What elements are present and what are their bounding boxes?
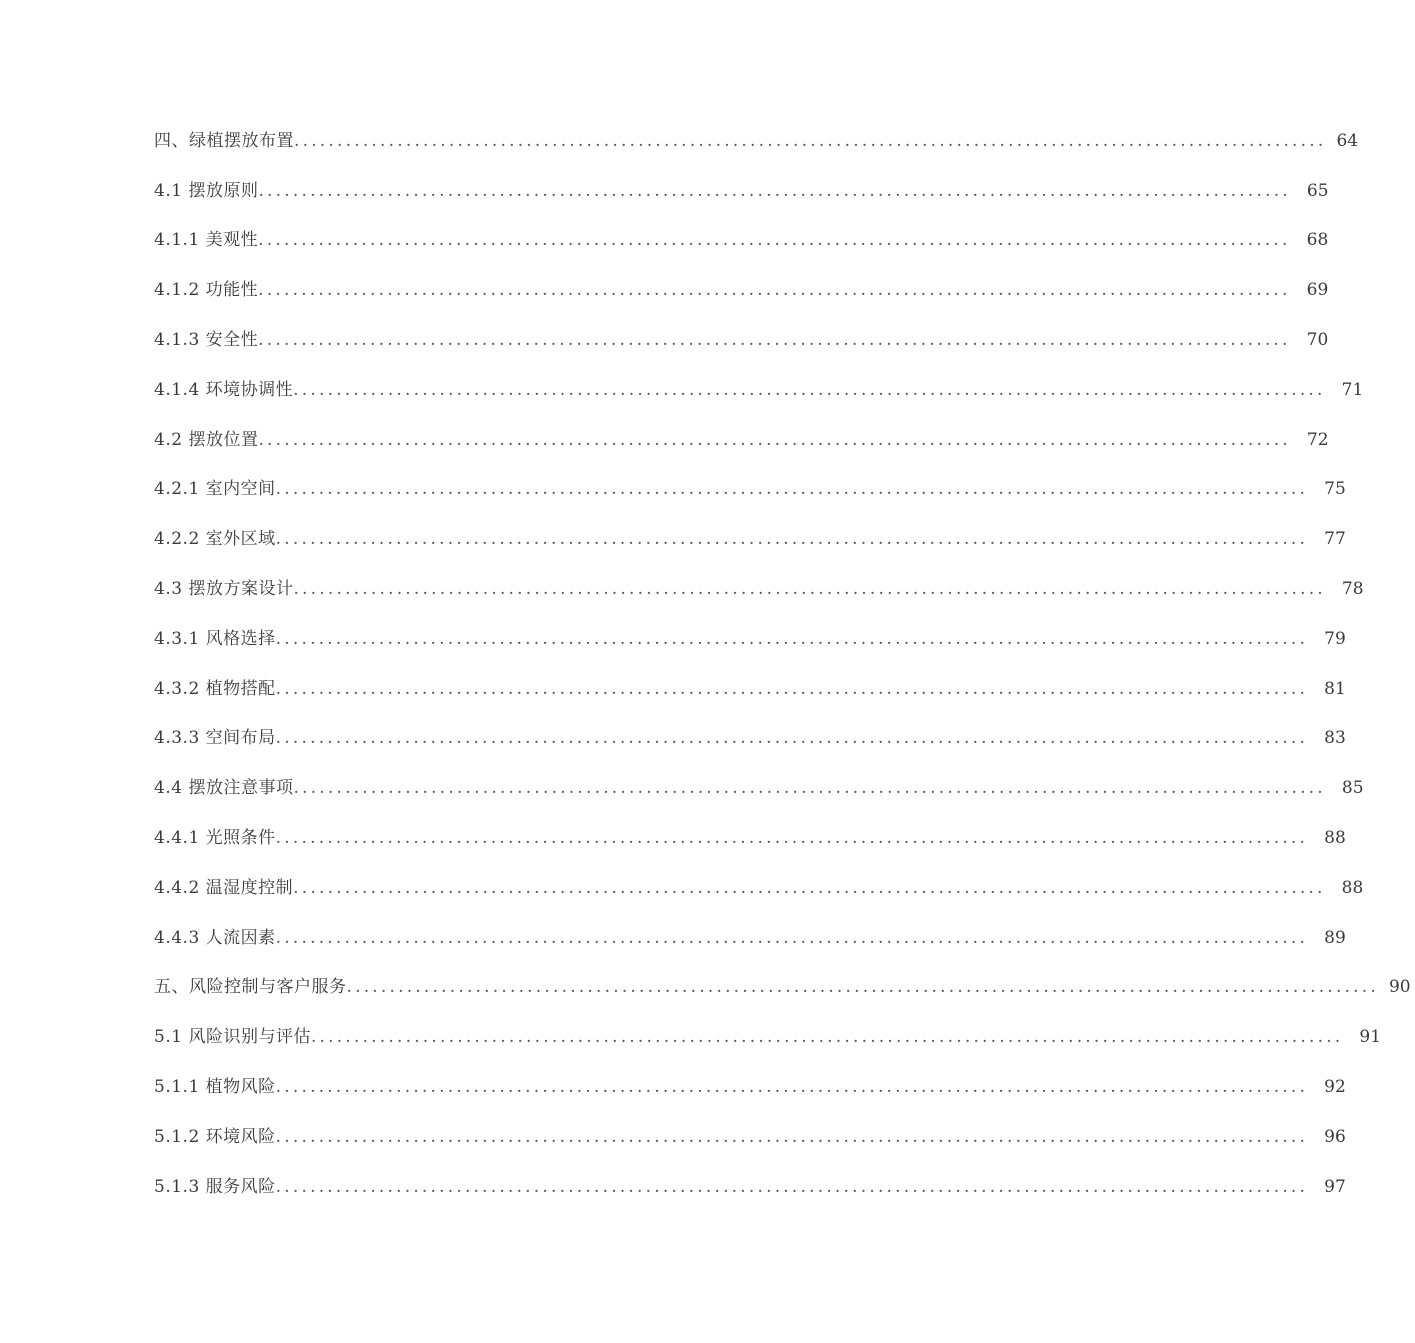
toc-dot-leader: ........................................................................................................................ <box>275 1126 1309 1147</box>
toc-dot-leader: ........................................................................................................................ <box>275 678 1309 699</box>
toc-dot-leader: ........................................................................................................................ <box>258 429 1291 450</box>
toc-entry[interactable] <box>154 601 1346 651</box>
toc-page-number: 68 <box>1306 230 1329 251</box>
toc-entry-label: 4.2 摆放位置 <box>154 429 259 450</box>
toc-entry-label: 5.1 风险识别与评估 <box>154 1027 311 1048</box>
toc-dot-leader: ........................................................................................................................ <box>293 578 1326 599</box>
toc-entry-label: 4.4.2 温湿度控制 <box>154 877 294 898</box>
toc-entry[interactable] <box>154 1049 1346 1099</box>
toc-page-number: 78 <box>1341 578 1364 599</box>
toc-page-number: 77 <box>1324 529 1346 550</box>
toc-page-number: 71 <box>1341 379 1364 400</box>
toc-dot-leader: ........................................................................................................................ <box>275 479 1309 500</box>
toc-entry-label: 5.1.1 植物风险 <box>154 1076 276 1097</box>
toc-entry-label: 4.1.4 环境协调性 <box>154 379 294 400</box>
toc-page-number: 75 <box>1324 479 1346 500</box>
toc-entry[interactable] <box>154 252 1329 302</box>
toc-page-number: 89 <box>1324 927 1346 948</box>
toc-entry-label: 4.2.1 室内空间 <box>154 479 276 500</box>
toc-entry[interactable] <box>154 402 1329 452</box>
toc-entry[interactable] <box>154 452 1346 502</box>
toc-page-number: 97 <box>1324 1176 1346 1197</box>
toc-entry-label: 四、绿植摆放布置 <box>154 130 294 151</box>
toc-entry-label: 4.1.1 美观性 <box>154 230 259 251</box>
toc-dot-leader: ........................................................................................................................ <box>275 628 1309 649</box>
toc-page-number: 69 <box>1306 280 1329 301</box>
toc-dot-leader: ........................................................................................................................ <box>258 280 1291 301</box>
toc-entry-label: 4.1.2 功能性 <box>154 280 259 301</box>
toc-page-number: 88 <box>1341 877 1364 898</box>
toc-entry[interactable] <box>154 850 1364 900</box>
toc-page-number: 79 <box>1324 628 1346 649</box>
toc-entry-label: 4.3.3 空间布局 <box>154 728 276 749</box>
toc-dot-leader: ........................................................................................................................ <box>293 778 1326 799</box>
toc-page-number: 65 <box>1306 180 1329 201</box>
toc-entry[interactable] <box>154 651 1346 701</box>
toc-page-number: 64 <box>1336 130 1359 151</box>
toc-page-number: 72 <box>1306 429 1329 450</box>
toc-dot-leader: ........................................................................................................................ <box>258 230 1291 251</box>
toc-entry[interactable] <box>154 1099 1346 1149</box>
toc-entry[interactable] <box>154 103 1359 153</box>
toc-entry-label: 4.3.2 植物搭配 <box>154 678 276 699</box>
toc-entry[interactable] <box>154 501 1346 551</box>
toc-page-number: 85 <box>1341 778 1364 799</box>
toc-page-number: 81 <box>1324 678 1346 699</box>
toc-entry-label: 4.1.3 安全性 <box>154 329 259 350</box>
toc-dot-leader: ........................................................................................................................ <box>346 977 1379 998</box>
toc-dot-leader: ........................................................................................................................ <box>293 379 1326 400</box>
toc-dot-leader: ........................................................................................................................ <box>275 728 1309 749</box>
toc-page-number: 96 <box>1324 1126 1346 1147</box>
toc-entry-label: 4.3.1 风格选择 <box>154 628 276 649</box>
toc-entry-label: 4.4.1 光照条件 <box>154 827 276 848</box>
toc-dot-leader: ........................................................................................................................ <box>293 877 1326 898</box>
toc-entry-label: 5.1.3 服务风险 <box>154 1176 276 1197</box>
toc-dot-leader: ........................................................................................................................ <box>275 1076 1309 1097</box>
toc-entry-label: 4.4.3 人流因素 <box>154 927 276 948</box>
toc-entry[interactable] <box>154 352 1364 402</box>
toc-entry[interactable] <box>154 551 1364 601</box>
toc-entry[interactable] <box>154 1149 1346 1199</box>
toc-entry[interactable] <box>154 153 1329 203</box>
toc-entry-label: 4.4 摆放注意事项 <box>154 778 294 799</box>
toc-entry[interactable] <box>154 701 1346 751</box>
toc-entry-label: 4.2.2 室外区域 <box>154 529 276 550</box>
toc-entry[interactable] <box>154 800 1346 850</box>
toc-entry[interactable] <box>154 203 1329 253</box>
table-of-contents <box>154 103 1411 1199</box>
toc-page-number: 90 <box>1388 977 1411 998</box>
toc-page-number: 88 <box>1324 827 1346 848</box>
toc-dot-leader: ........................................................................................................................ <box>275 927 1309 948</box>
toc-dot-leader: ........................................................................................................................ <box>275 1176 1309 1197</box>
toc-entry-label: 4.1 摆放原则 <box>154 180 259 201</box>
toc-dot-leader: ........................................................................................................................ <box>258 329 1291 350</box>
toc-entry[interactable] <box>154 900 1346 950</box>
toc-dot-leader: ........................................................................................................................ <box>275 529 1309 550</box>
toc-page-number: 91 <box>1359 1027 1382 1048</box>
toc-page-number: 70 <box>1306 329 1329 350</box>
toc-page-number: 83 <box>1324 728 1346 749</box>
toc-dot-leader: ........................................................................................................................ <box>258 180 1291 201</box>
toc-entry[interactable] <box>154 999 1382 1049</box>
toc-dot-leader: ........................................................................................................................ <box>310 1027 1344 1048</box>
toc-dot-leader: ........................................................................................................................ <box>294 130 1327 151</box>
toc-entry-label: 5.1.2 环境风险 <box>154 1126 276 1147</box>
toc-entry[interactable] <box>154 750 1364 800</box>
toc-entry[interactable] <box>154 950 1411 1000</box>
toc-dot-leader: ........................................................................................................................ <box>275 827 1309 848</box>
toc-entry-label: 4.3 摆放方案设计 <box>154 578 294 599</box>
toc-entry[interactable] <box>154 302 1329 352</box>
toc-page-number: 92 <box>1324 1076 1346 1097</box>
toc-entry-label: 五、风险控制与客户服务 <box>154 977 347 998</box>
